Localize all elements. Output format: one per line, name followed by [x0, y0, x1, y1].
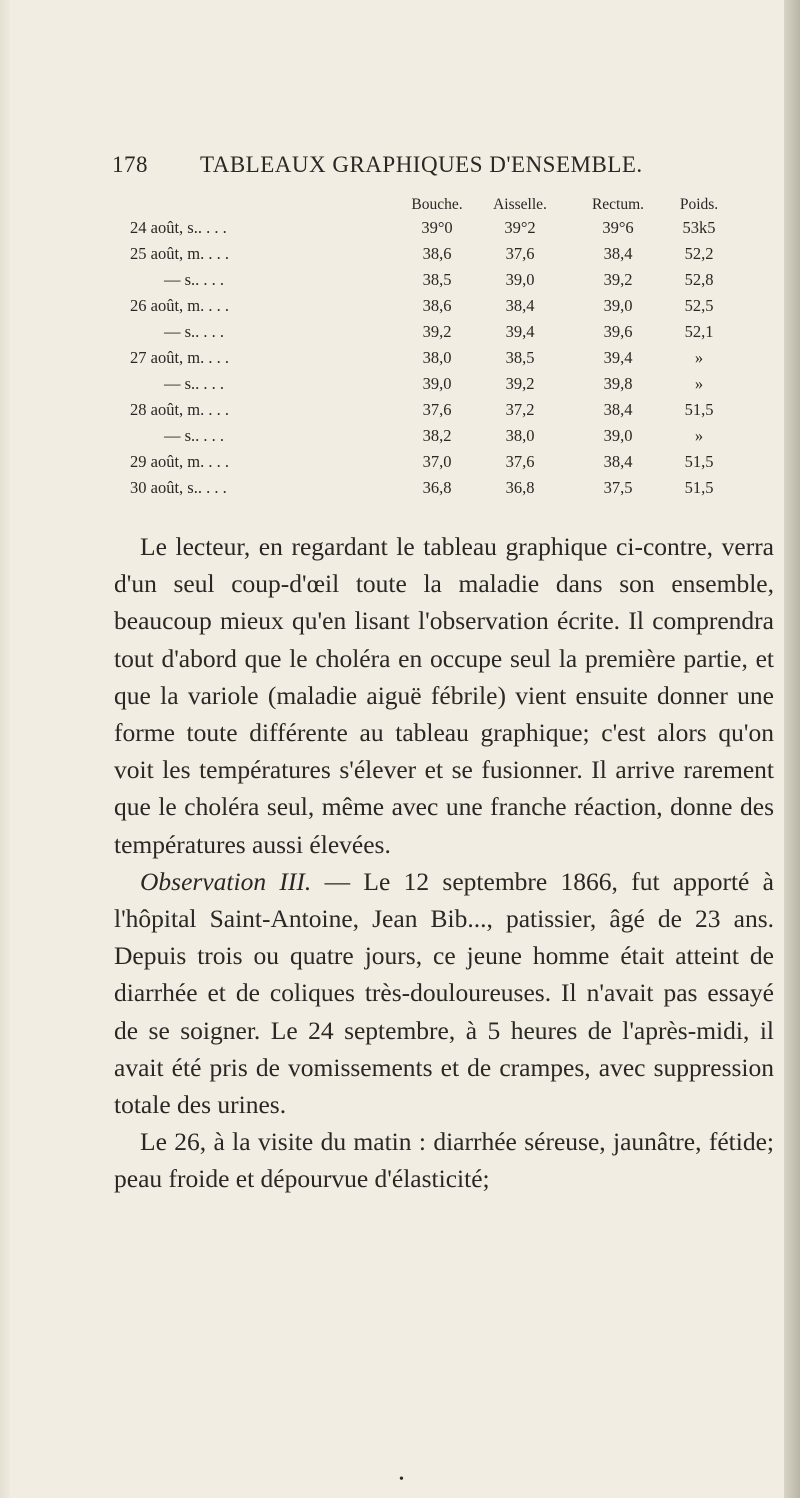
table-row: [130, 449, 732, 475]
cell-date: 25 août, m. . . .: [130, 244, 229, 263]
observation-label: Observation III.: [140, 866, 312, 896]
table-row: [130, 475, 732, 501]
observation-text: — Le 12 septembre 1866, fut apporté à l'hôpital Saint-Antoine, Jean Bib..., patissier, âgé de 23 ans. Depuis trois ou quatre jours, ce jeune homme était atteint de diarrhée et de coliques très-douloureuses. Il n'avait pas essayé de se soigner. Le 24 septembre, à 5 heures de l'après-midi, il avait été pris de vomissements et de crampes, avec suppression totale des urines.: [114, 866, 774, 1120]
cell-aisselle: 38,4: [505, 296, 535, 315]
column-header-rectum: Rectum.: [591, 196, 645, 213]
cell-aisselle: 37,6: [505, 244, 535, 263]
table-body: [130, 215, 732, 501]
column-header-aisselle: Aisselle.: [493, 196, 547, 213]
cell-date: 24 août, s.. . . .: [130, 218, 227, 237]
running-title: TABLEAUX GRAPHIQUES D'ENSEMBLE.: [200, 152, 643, 177]
cell-aisselle: 39,4: [505, 322, 535, 341]
cell-aisselle: 39°2: [504, 218, 536, 237]
cell-date: 29 août, m. . . .: [130, 452, 229, 471]
cell-poids: 51,5: [684, 400, 714, 419]
cell-poids: 51,5: [684, 452, 714, 471]
cell-rectum: 39,0: [603, 296, 633, 315]
paragraph-3: Le 26, à la visite du matin : diarrhée séreuse, jaunâtre, fétide; peau froide et dépourvue d'élasticité;: [114, 1127, 774, 1194]
cell-bouche: 38,0: [422, 348, 452, 367]
page-edge-right: [784, 0, 800, 1498]
page-mark: •: [399, 1472, 404, 1487]
cell-bouche: 37,0: [422, 452, 452, 471]
column-header-bouche: Bouche.: [411, 196, 463, 213]
table-row: [130, 215, 732, 241]
page-edge-left: [0, 0, 10, 1498]
table-header-row: [130, 196, 732, 215]
table-row: [130, 423, 732, 449]
cell-date: — s.. . . .: [164, 322, 225, 341]
cell-date: — s.. . . .: [164, 374, 225, 393]
cell-poids: 51,5: [684, 478, 714, 497]
cell-aisselle: 39,0: [505, 270, 535, 289]
table-row: [130, 397, 732, 423]
cell-bouche: 37,6: [422, 400, 452, 419]
paragraph-1: Le lecteur, en regardant le tableau graphique ci-contre, verra d'un seul coup-d'œil toute la maladie dans son ensemble, beaucoup mieux qu'en lisant l'observation écrite. Il comprendra tout d'abord que le choléra en occupe seul la première partie, et que la variole (maladie aiguë fébrile) vient ensuite donner une forme toute différente au tableau graphique; c'est alors qu'on voit les températures s'élever et se fusionner. Il arrive rarement que le choléra seul, même avec une franche réaction, donne des températures aussi élevées.: [114, 532, 774, 859]
cell-rectum: 37,5: [603, 478, 633, 497]
page-number: 178: [112, 152, 148, 177]
table-row: [130, 241, 732, 267]
cell-poids: 53k5: [682, 218, 716, 237]
cell-date: — s.. . . .: [164, 426, 225, 445]
cell-bouche: 38,5: [422, 270, 452, 289]
cell-date: 26 août, m. . . .: [130, 296, 229, 315]
cell-bouche: 38,2: [422, 426, 452, 445]
cell-date: 30 août, s.. . . .: [130, 478, 227, 497]
cell-aisselle: 37,6: [505, 452, 535, 471]
cell-rectum: 38,4: [603, 452, 633, 471]
cell-aisselle: 38,0: [505, 426, 535, 445]
body-text: [114, 528, 774, 1198]
cell-poids: 52,5: [684, 296, 714, 315]
cell-bouche: 39°0: [421, 218, 453, 237]
temperature-table: [130, 196, 732, 501]
cell-bouche: 39,0: [422, 374, 452, 393]
table-row: [130, 371, 732, 397]
cell-bouche: 38,6: [422, 244, 452, 263]
cell-poids: 52,2: [684, 244, 714, 263]
cell-rectum: 39,8: [603, 374, 633, 393]
cell-poids: »: [694, 426, 704, 445]
cell-poids: »: [694, 374, 704, 393]
column-header-poids: Poids.: [679, 196, 719, 213]
cell-rectum: 38,4: [603, 400, 633, 419]
cell-bouche: 38,6: [422, 296, 452, 315]
table-row: [130, 319, 732, 345]
table-row: [130, 267, 732, 293]
table-row: [130, 293, 732, 319]
cell-bouche: 36,8: [422, 478, 452, 497]
cell-date: 27 août, m. . . .: [130, 348, 229, 367]
cell-rectum: 39°6: [602, 218, 634, 237]
cell-rectum: 39,6: [603, 322, 633, 341]
cell-aisselle: 39,2: [505, 374, 535, 393]
cell-poids: 52,8: [684, 270, 714, 289]
column-header-date: [130, 196, 404, 215]
cell-bouche: 39,2: [422, 322, 452, 341]
cell-poids: »: [694, 348, 704, 367]
cell-aisselle: 36,8: [505, 478, 535, 497]
cell-rectum: 38,4: [603, 244, 633, 263]
paragraph-2: [114, 863, 774, 1123]
cell-date: — s.. . . .: [164, 270, 225, 289]
table-row: [130, 345, 732, 371]
cell-poids: 52,1: [684, 322, 714, 341]
cell-aisselle: 37,2: [505, 400, 535, 419]
cell-rectum: 39,2: [603, 270, 633, 289]
cell-date: 28 août, m. . . .: [130, 400, 229, 419]
cell-aisselle: 38,5: [505, 348, 535, 367]
cell-rectum: 39,0: [603, 426, 633, 445]
cell-rectum: 39,4: [603, 348, 633, 367]
